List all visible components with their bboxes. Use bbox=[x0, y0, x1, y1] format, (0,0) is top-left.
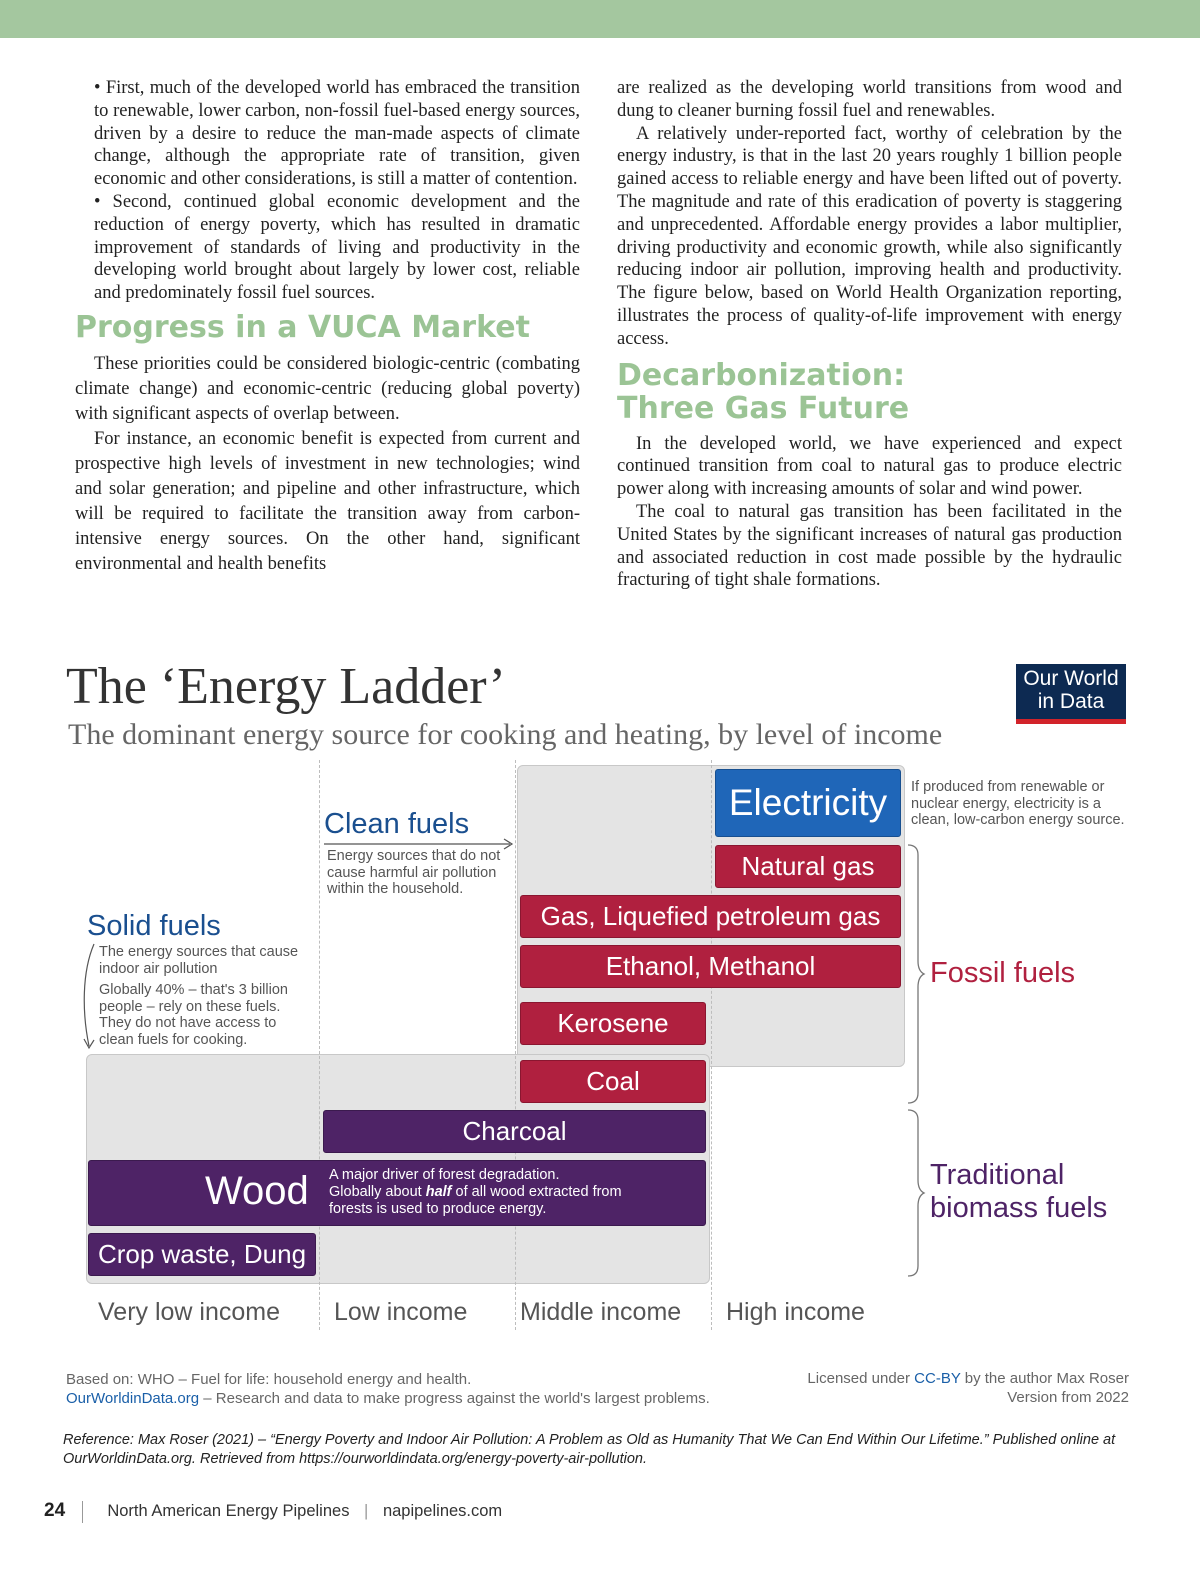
paragraph: These priorities could be considered biologic-centric (combating climate change) and economic-centric (reducing global poverty) with significant aspects of overlap between. bbox=[75, 353, 580, 424]
electricity-note: If produced from renewable or nuclear energy, electricity is a clean, low-carbon energy source. bbox=[911, 779, 1125, 828]
wood-note-emphasis: half bbox=[425, 1184, 452, 1200]
income-label-high: High income bbox=[726, 1298, 865, 1326]
fossil-fuels-brace bbox=[904, 843, 926, 1105]
bar-coal: Coal bbox=[520, 1060, 706, 1103]
paragraph: A relatively under-reported fact, worthy of celebration by the energy industry, is that in the last 20 years roughly 1 billion people gained access to reliable energy and have been lifted out of poverty. The magnitude and rate of this eradication of poverty is staggering and unprecedented. Affordable energy provides a labor multiplier, driving productivity and economic growth, while also significantly reducing indoor air pollution, improving health and productivity. The figure below, based on World Health Organization reporting, illustrates the process of quality-of-life improvement with energy access. bbox=[617, 123, 1122, 349]
wood-note bbox=[329, 1167, 659, 1218]
bar-natural-gas: Natural gas bbox=[715, 845, 901, 888]
source-line bbox=[66, 1389, 710, 1408]
license-text: Licensed under bbox=[807, 1370, 915, 1387]
heading-line: Decarbonization: bbox=[617, 357, 906, 393]
figure-source bbox=[66, 1370, 710, 1408]
wood-note-line bbox=[329, 1184, 659, 1218]
bar-charcoal: Charcoal bbox=[323, 1110, 706, 1153]
energy-ladder-figure bbox=[0, 640, 1200, 1407]
income-label-middle: Middle income bbox=[520, 1298, 682, 1326]
bar-wood bbox=[88, 1160, 706, 1226]
curved-arrow-down-icon bbox=[80, 942, 100, 1052]
left-column bbox=[75, 77, 580, 577]
income-label-low: Low income bbox=[334, 1298, 468, 1326]
publication-name: North American Energy Pipelines bbox=[107, 1502, 350, 1520]
bar-electricity: Electricity bbox=[715, 769, 901, 837]
footer-divider bbox=[82, 1501, 83, 1523]
bar-ethanol-methanol: Ethanol, Methanol bbox=[520, 945, 901, 988]
paragraph: The coal to natural gas transition has been facilitated in the United States by the significant increases of natural gas production and associated reduction in cost made possible by the hydraulic fracturing of tight shale formations. bbox=[617, 501, 1122, 591]
license-text: by the author Max Roser bbox=[960, 1370, 1129, 1387]
footer-separator: | bbox=[364, 1502, 369, 1520]
figure-license bbox=[807, 1369, 1129, 1407]
solid-fuels-statistic: Globally 40% – that's 3 billion people – rely on these fuels. They do not have access to clean fuels for cooking. bbox=[99, 982, 288, 1048]
version-line: Version from 2022 bbox=[1007, 1389, 1129, 1406]
license-link[interactable]: CC-BY bbox=[914, 1370, 961, 1387]
income-divider bbox=[711, 760, 712, 1330]
source-link[interactable]: OurWorldinData.org bbox=[66, 1390, 200, 1407]
income-divider bbox=[319, 760, 320, 1330]
arrow-right-icon bbox=[324, 838, 518, 850]
figure-subtitle: The dominant energy source for cooking and heating, by level of income bbox=[68, 718, 943, 751]
income-label-very-low: Very low income bbox=[98, 1298, 281, 1326]
page-number: 24 bbox=[44, 1500, 66, 1521]
section-heading: Progress in a VUCA Market bbox=[75, 309, 530, 345]
bar-lpg: Gas, Liquefied petroleum gas bbox=[520, 895, 901, 938]
page-footer bbox=[44, 1500, 502, 1523]
paragraph: are realized as the developing world transitions from wood and dung to cleaner burning fossil fuel and renewables. bbox=[617, 78, 1122, 121]
section-heading bbox=[617, 359, 1122, 425]
bullet-point: • First, much of the developed world has embraced the transition to renewable, lower carbon, non-fossil fuel-based energy sources, driven by a desire to reduce the man-made aspects of climate change, although the appropriate rate of transition, given economic and other considerations, is still a matter of contention. bbox=[94, 78, 580, 190]
figure-reference: Reference: Max Roser (2021) – “Energy Poverty and Indoor Air Pollution: A Problem as Old as Humanity That We Can End Within Our Lifetime.” Published online at OurWorldinData.org. Retrieved from https://ourworldindata.org/energy-poverty-air-pollution. bbox=[63, 1432, 1116, 1467]
right-column bbox=[617, 77, 1122, 592]
source-text: – Research and data to make progress against the world's largest problems. bbox=[199, 1390, 710, 1407]
fossil-fuels-label: Fossil fuels bbox=[930, 957, 1076, 989]
paragraph: In the developed world, we have experienced and expect continued transition from coal to natural gas to produce electric power along with increasing amounts of solar and wind power. bbox=[617, 433, 1122, 500]
bullet-point: • Second, continued global economic development and the reduction of energy poverty, which has resulted in dramatic improvement of standards of living and productivity in the developing world brought about largely by lower cost, reliable and predominately fossil fuel sources. bbox=[94, 191, 580, 304]
license-line bbox=[807, 1369, 1129, 1388]
solid-fuels-heading: Solid fuels bbox=[87, 910, 221, 942]
owid-logo bbox=[1016, 664, 1126, 724]
top-color-bar bbox=[0, 0, 1200, 38]
wood-note-text: Globally about bbox=[329, 1184, 426, 1200]
solid-fuels-description: The energy sources that cause indoor air pollution bbox=[99, 944, 299, 977]
biomass-brace bbox=[904, 1108, 926, 1278]
biomass-label-line: Traditional bbox=[930, 1159, 1065, 1191]
biomass-label bbox=[930, 1159, 1107, 1225]
clean-fuels-description: Energy sources that do not cause harmful air pollution within the household. bbox=[327, 848, 501, 897]
logo-text: Our World bbox=[1023, 667, 1119, 690]
biomass-label-line: biomass fuels bbox=[930, 1192, 1108, 1224]
wood-note-text: of all wood extracted from forests is used to produce energy. bbox=[329, 1184, 622, 1217]
bar-crop-waste-dung: Crop waste, Dung bbox=[88, 1233, 316, 1276]
heading-line: Three Gas Future bbox=[617, 390, 910, 426]
bar-wood-label: Wood bbox=[205, 1169, 309, 1213]
logo-text: in Data bbox=[1037, 690, 1105, 713]
website-link[interactable]: napipelines.com bbox=[382, 1502, 503, 1520]
bar-kerosene: Kerosene bbox=[520, 1002, 706, 1045]
paragraph: For instance, an economic benefit is expected from current and prospective high levels of investment in new technologies; wind and solar generation; and pipeline and other infrastructure, which will be required to facilitate the transition away from carbon-intensive energy sources. On the other hand, significant environmental and health benefits bbox=[75, 428, 580, 574]
source-line: Based on: WHO – Fuel for life: household energy and health. bbox=[66, 1371, 472, 1388]
clean-fuels-heading: Clean fuels bbox=[324, 808, 470, 840]
figure-title: The ‘Energy Ladder’ bbox=[66, 658, 506, 715]
wood-note-line: A major driver of forest degradation. bbox=[329, 1167, 560, 1183]
